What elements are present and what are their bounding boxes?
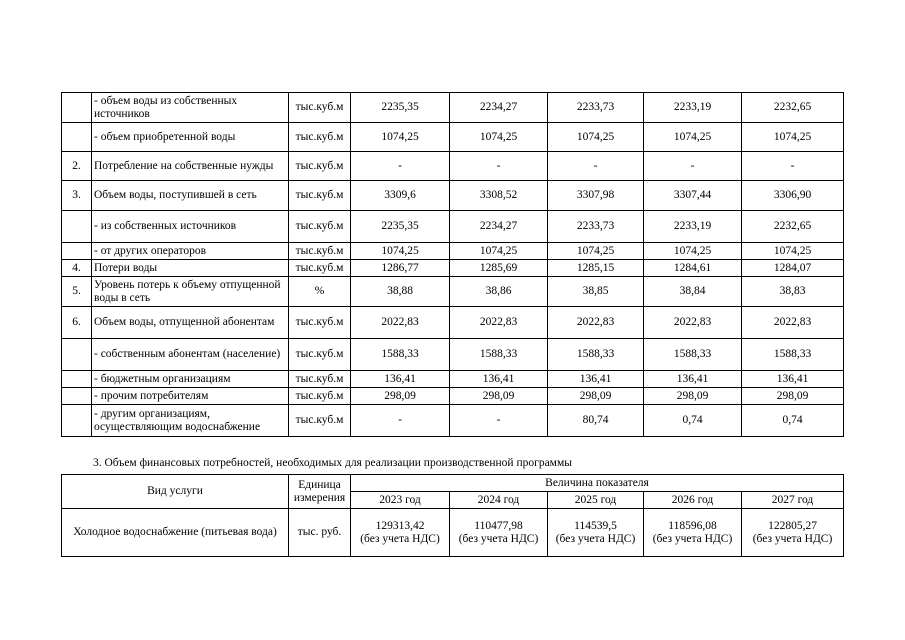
table-row [62,388,844,405]
value-cell: 2022,83 [548,307,644,339]
table-row [62,181,844,211]
row-number [62,243,92,260]
value-cell: 1074,25 [644,243,742,260]
value-cell: 2235,35 [351,93,450,123]
unit-cell: % [289,277,351,307]
row-number [62,93,92,123]
value-cell: 1074,25 [450,243,548,260]
row-number [62,123,92,152]
value-cell: 1074,25 [548,243,644,260]
table-row [62,277,844,307]
value-cell: 3307,44 [644,181,742,211]
value-cell: 2234,27 [450,211,548,243]
value-cell: 1588,33 [548,339,644,371]
unit-cell: тыс.куб.м [289,339,351,371]
service-name: Холодное водоснабжение (питьевая вода) [62,509,289,557]
value-cell: 3307,98 [548,181,644,211]
value-cell: 2232,65 [742,211,844,243]
value-cell: 2233,73 [548,211,644,243]
indicator-name: Потребление на собственные нужды [92,152,289,181]
indicator-name: - собственным абонентам (население) [92,339,289,371]
value-cell: 298,09 [644,388,742,405]
indicator-name: - бюджетным организациям [92,371,289,388]
value-cell: 2233,19 [644,211,742,243]
year-header: 2025 год [548,492,644,509]
table-row [62,339,844,371]
value-cell: 136,41 [742,371,844,388]
indicator-name: - объем воды из собственных источников [92,93,289,123]
unit-cell: тыс.куб.м [289,388,351,405]
financial-value: 110477,98 [474,519,523,532]
row-number [62,371,92,388]
row-number: 3. [62,181,92,211]
year-header: 2027 год [742,492,844,509]
unit-cell: тыс.куб.м [289,243,351,260]
table-row [62,211,844,243]
value-cell: 136,41 [351,371,450,388]
value-cell: 38,88 [351,277,450,307]
financial-value-cell [644,509,742,557]
year-header: 2024 год [450,492,548,509]
value-cell: 1074,25 [450,123,548,152]
section-3-caption: 3. Объем финансовых потребностей, необходимых для реализации производственной программы [93,457,572,469]
vat-note: (без учета НДС) [360,532,440,545]
unit-cell: тыс.куб.м [289,123,351,152]
row-number [62,211,92,243]
value-cell: 1284,07 [742,260,844,277]
value-cell: 3306,90 [742,181,844,211]
value-cell: 38,85 [548,277,644,307]
value-cell: 298,09 [351,388,450,405]
header-service: Вид услуги [62,475,289,509]
value-cell: 2022,83 [450,307,548,339]
financial-needs-table [61,474,844,557]
table-row [62,152,844,181]
table-row [62,405,844,437]
value-cell: 1588,33 [644,339,742,371]
service-unit: тыс. руб. [289,509,351,557]
value-cell: - [450,152,548,181]
value-cell: 38,84 [644,277,742,307]
financial-value-cell [742,509,844,557]
value-cell: 1588,33 [351,339,450,371]
row-number: 6. [62,307,92,339]
header-value: Величина показателя [351,475,844,492]
indicator-name: Объем воды, поступившей в сеть [92,181,289,211]
financial-value-cell [548,509,644,557]
value-cell: - [351,152,450,181]
value-cell: 1588,33 [450,339,548,371]
financial-value: 114539,5 [574,519,617,532]
vat-note: (без учета НДС) [652,532,733,545]
value-cell: 136,41 [548,371,644,388]
row-number [62,405,92,437]
value-cell: 3309,6 [351,181,450,211]
value-cell: 2232,65 [742,93,844,123]
unit-cell: тыс.куб.м [289,181,351,211]
value-cell: 1588,33 [742,339,844,371]
unit-cell: тыс.куб.м [289,93,351,123]
indicator-name: - прочим потребителям [92,388,289,405]
value-cell: 1074,25 [548,123,644,152]
value-cell: 2233,19 [644,93,742,123]
unit-cell: тыс.куб.м [289,371,351,388]
unit-cell: тыс.куб.м [289,405,351,437]
indicator-name: Объем воды, отпущенной абонентам [92,307,289,339]
value-cell: 298,09 [548,388,644,405]
value-cell: 38,83 [742,277,844,307]
row-number [62,388,92,405]
financial-value: 122805,27 [768,519,817,532]
value-cell: - [450,405,548,437]
table-row [62,243,844,260]
value-cell: 1074,25 [742,243,844,260]
value-cell: - [351,405,450,437]
value-cell: 1284,61 [644,260,742,277]
vat-note: (без учета НДС) [458,532,539,545]
value-cell: 2022,83 [644,307,742,339]
unit-cell: тыс.куб.м [289,260,351,277]
value-cell: 136,41 [644,371,742,388]
value-cell: 2234,27 [450,93,548,123]
year-header: 2026 год [644,492,742,509]
value-cell: 2233,73 [548,93,644,123]
value-cell: 2022,83 [742,307,844,339]
table-row [62,260,844,277]
value-cell: 1074,25 [742,123,844,152]
table-row [62,371,844,388]
row-number: 2. [62,152,92,181]
value-cell: 298,09 [450,388,548,405]
value-cell: 3308,52 [450,181,548,211]
financial-value-cell [450,509,548,557]
value-cell: 1285,69 [450,260,548,277]
value-cell: 0,74 [644,405,742,437]
value-cell: 1285,15 [548,260,644,277]
table-row [62,123,844,152]
value-cell: 0,74 [742,405,844,437]
indicator-name: - объем приобретенной воды [92,123,289,152]
value-cell: 38,86 [450,277,548,307]
indicator-name: - от других операторов [92,243,289,260]
financial-value-cell [351,509,450,557]
value-cell: 1074,25 [351,123,450,152]
unit-cell: тыс.куб.м [289,307,351,339]
row-number [62,339,92,371]
row-number: 5. [62,277,92,307]
unit-cell: тыс.куб.м [289,211,351,243]
row-number: 4. [62,260,92,277]
value-cell: - [742,152,844,181]
table-row [62,93,844,123]
header-unit: Единица измерения [289,475,351,509]
unit-cell: тыс.куб.м [289,152,351,181]
value-cell: 298,09 [742,388,844,405]
indicator-name: Потери воды [92,260,289,277]
indicator-name: - из собственных источников [92,211,289,243]
year-header: 2023 год [351,492,450,509]
value-cell: 80,74 [548,405,644,437]
water-balance-table [61,92,844,437]
financial-value: 118596,08 [668,519,717,532]
indicator-name: Уровень потерь к объему отпущенной воды в сеть [92,277,289,307]
value-cell: 2022,83 [351,307,450,339]
value-cell: 2235,35 [351,211,450,243]
table-row [62,307,844,339]
financial-value: 129313,42 [375,519,425,532]
value-cell: - [548,152,644,181]
value-cell: - [644,152,742,181]
vat-note: (без учета НДС) [752,532,833,545]
value-cell: 1286,77 [351,260,450,277]
vat-note: (без учета НДС) [555,532,636,545]
value-cell: 1074,25 [351,243,450,260]
value-cell: 1074,25 [644,123,742,152]
indicator-name: - другим организациям, осуществляющим водоснабжение [92,405,289,437]
value-cell: 136,41 [450,371,548,388]
